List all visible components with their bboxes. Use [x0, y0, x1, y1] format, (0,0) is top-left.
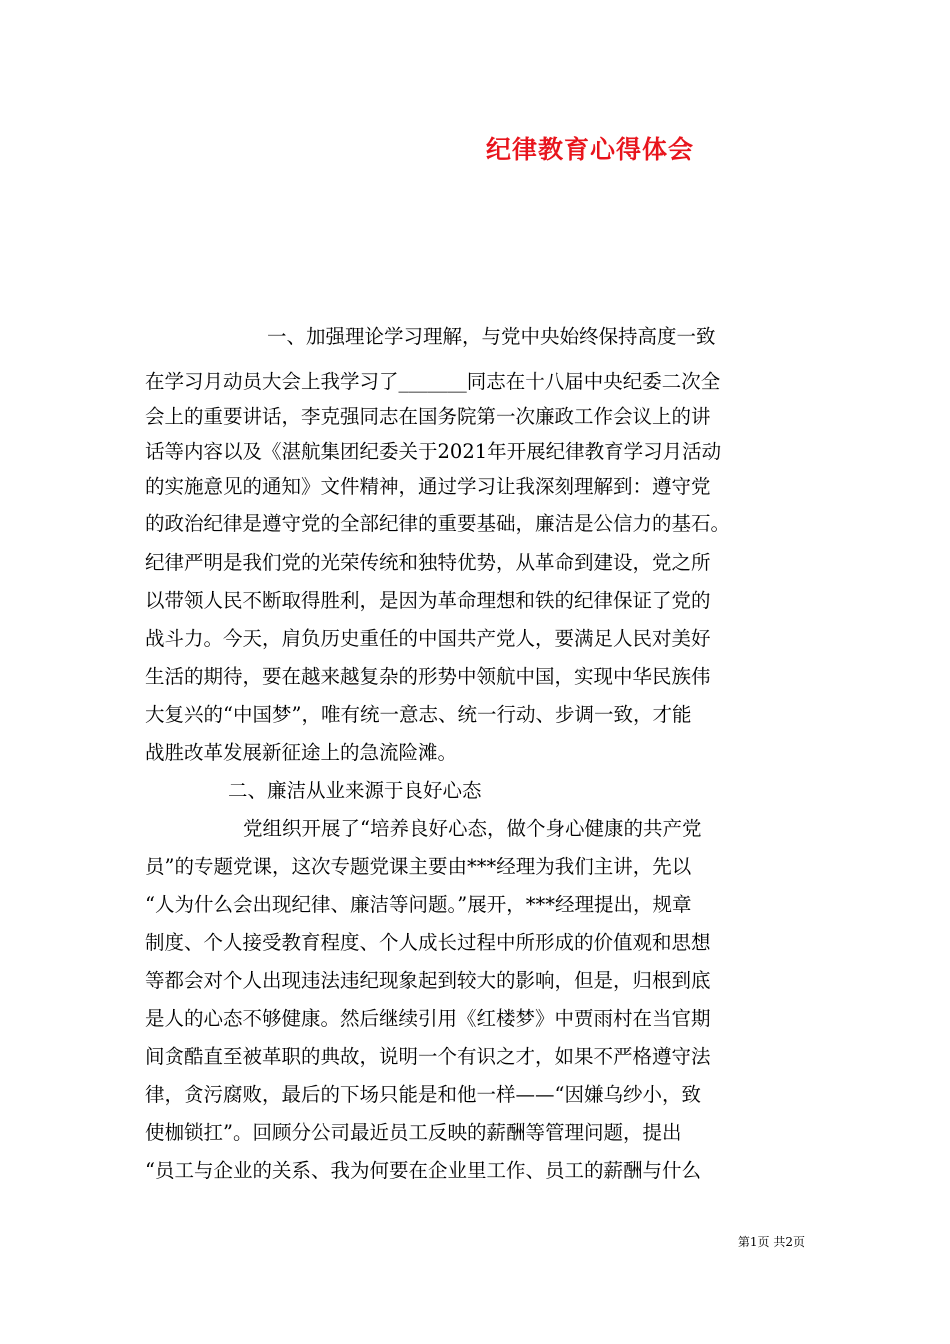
paragraph-line: 是人的心态不够健康。然后继续引用《红楼梦》中贾雨村在当官期 — [145, 1007, 711, 1030]
paragraph-line: “人为什么会出现纪律、廉洁等问题。”展开，***经理提出，规章 — [145, 893, 692, 916]
paragraph-line: 的政治纪律是遵守党的全部纪律的重要基础，廉洁是公信力的基石。 — [145, 512, 731, 535]
paragraph-line: “员工与企业的关系、我为何要在企业里工作、员工的薪酬与什么 — [145, 1159, 701, 1182]
paragraph-line: 生活的期待，要在越来越复杂的形势中领航中国，实现中华民族伟 — [145, 665, 711, 688]
paragraph-line: 话等内容以及《湛航集团纪委关于2021年开展纪律教育学习月活动 — [145, 440, 722, 463]
paragraph-line: 以带领人民不断取得胜利，是因为革命理想和铁的纪律保证了党的 — [145, 589, 711, 612]
paragraph-line: 党组织开展了“培养良好心态，做个身心健康的共产党 — [243, 817, 702, 840]
paragraph-line: 会上的重要讲话，李克强同志在国务院第一次廉政工作会议上的讲 — [145, 405, 711, 428]
paragraph-line: 律，贪污腐败，最后的下场只能是和他一样——“因嫌乌纱小，致 — [145, 1083, 701, 1106]
paragraph-line: 战胜改革发展新征途上的急流险滩。 — [145, 741, 458, 764]
paragraph-line: 大复兴的“中国梦”，唯有统一意志、统一行动、步调一致，才能 — [145, 703, 692, 726]
paragraph-line: 员”的专题党课，这次专题党课主要由***经理为我们主讲，先以 — [145, 855, 692, 878]
heading-section-1: 一、加强理论学习理解，与党中央始终保持高度一致 — [267, 325, 716, 348]
document-title: 纪律教育心得体会 — [485, 135, 694, 164]
paragraph-line: 制度、个人接受教育程度、个人成长过程中所形成的价值观和思想 — [145, 931, 711, 954]
paragraph-line: 战斗力。今天，肩负历史重任的中国共产党人，要满足人民对美好 — [145, 627, 711, 650]
paragraph-line: 纪律严明是我们党的光荣传统和独特优势，从革命到建设，党之所 — [145, 551, 711, 574]
page-number: 第1页 共2页 — [737, 1235, 805, 1249]
paragraph-line: 等都会对个人出现违法违纪现象起到较大的影响，但是，归根到底 — [145, 969, 711, 992]
paragraph-line: 的实施意见的通知》文件精神，通过学习让我深刻理解到：遵守党 — [145, 475, 711, 498]
paragraph-line: 间贪酷直至被革职的典故，说明一个有识之才，如果不严格遵守法 — [145, 1045, 711, 1068]
paragraph-line: 使枷锁扛”。回顾分公司最近员工反映的薪酬等管理问题，提出 — [145, 1121, 682, 1144]
heading-section-2: 二、廉洁从业来源于良好心态 — [228, 779, 482, 802]
paragraph-line: 在学习月动员大会上我学习了_______同志在十八届中央纪委二次全 — [145, 370, 721, 393]
